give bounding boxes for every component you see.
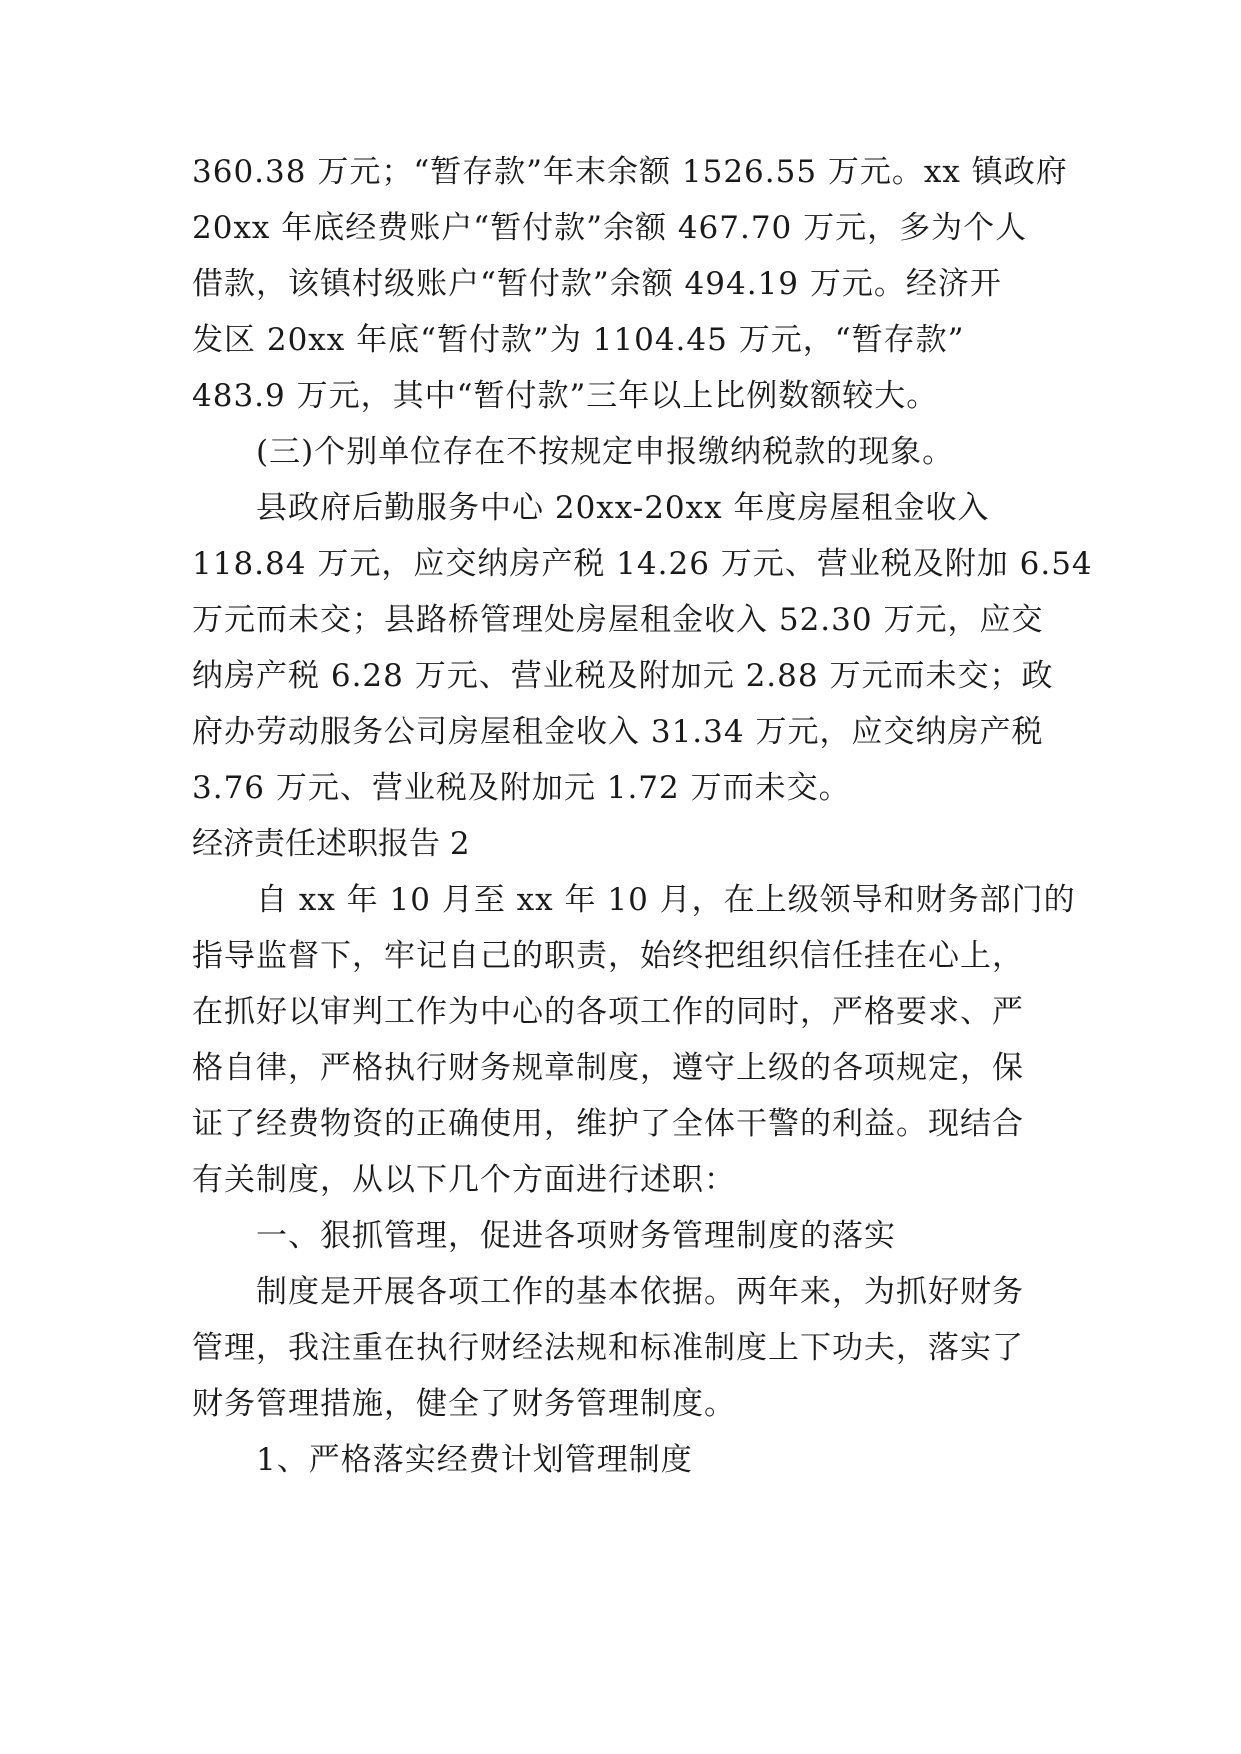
paragraph-line: 20xx 年底经费账户“暂付款”余额 467.70 万元，多为个人 <box>192 210 1028 246</box>
paragraph-line: 483.9 万元，其中“暂付款”三年以上比例数额较大。 <box>192 378 939 414</box>
paragraph-line: 118.84 万元，应交纳房产税 14.26 万元、营业税及附加 6.54 <box>192 546 1093 582</box>
paragraph-line: 3.76 万元、营业税及附加元 1.72 万而未交。 <box>192 770 851 806</box>
paragraph-line: 万元而未交；县路桥管理处房屋租金收入 52.30 万元，应交 <box>192 602 1044 638</box>
section-heading: (三)个别单位存在不按规定申报缴纳税款的现象。 <box>256 434 955 470</box>
report-title: 经济责任述职报告 2 <box>192 826 470 862</box>
paragraph-line: 360.38 万元；“暂存款”年末余额 1526.55 万元。xx 镇政府 <box>192 154 1068 190</box>
paragraph-line: 府办劳动服务公司房屋租金收入 31.34 万元，应交纳房产税 <box>192 714 1044 750</box>
section-heading: 一、狠抓管理，促进各项财务管理制度的落实 <box>256 1218 896 1254</box>
paragraph-line: 管理，我注重在执行财经法规和标准制度上下功夫，落实了 <box>192 1330 1024 1366</box>
paragraph-line: 证了经费物资的正确使用，维护了全体干警的利益。现结合 <box>192 1106 1024 1142</box>
paragraph-line: 自 xx 年 10 月至 xx 年 10 月，在上级领导和财务部门的 <box>256 882 1076 918</box>
paragraph-line: 财务管理措施，健全了财务管理制度。 <box>192 1386 736 1422</box>
paragraph-line: 格自律，严格执行财务规章制度，遵守上级的各项规定，保 <box>192 1050 1024 1086</box>
paragraph-line: 制度是开展各项工作的基本依据。两年来，为抓好财务 <box>256 1274 1024 1310</box>
paragraph-line: 纳房产税 6.28 万元、营业税及附加元 2.88 万元而未交；政 <box>192 658 1054 694</box>
paragraph-line: 在抓好以审判工作为中心的各项工作的同时，严格要求、严 <box>192 994 1024 1030</box>
paragraph-line: 县政府后勤服务中心 20xx-20xx 年度房屋租金收入 <box>256 490 990 526</box>
paragraph-line: 借款，该镇村级账户“暂付款”余额 494.19 万元。经济开 <box>192 266 1002 302</box>
paragraph-line: 有关制度，从以下几个方面进行述职： <box>192 1162 736 1198</box>
paragraph-line: 发区 20xx 年底“暂付款”为 1104.45 万元，“暂存款” <box>192 322 965 358</box>
paragraph-line: 指导监督下，牢记自己的职责，始终把组织信任挂在心上， <box>192 938 1024 974</box>
subsection-heading: 1、严格落实经费计划管理制度 <box>256 1442 693 1478</box>
